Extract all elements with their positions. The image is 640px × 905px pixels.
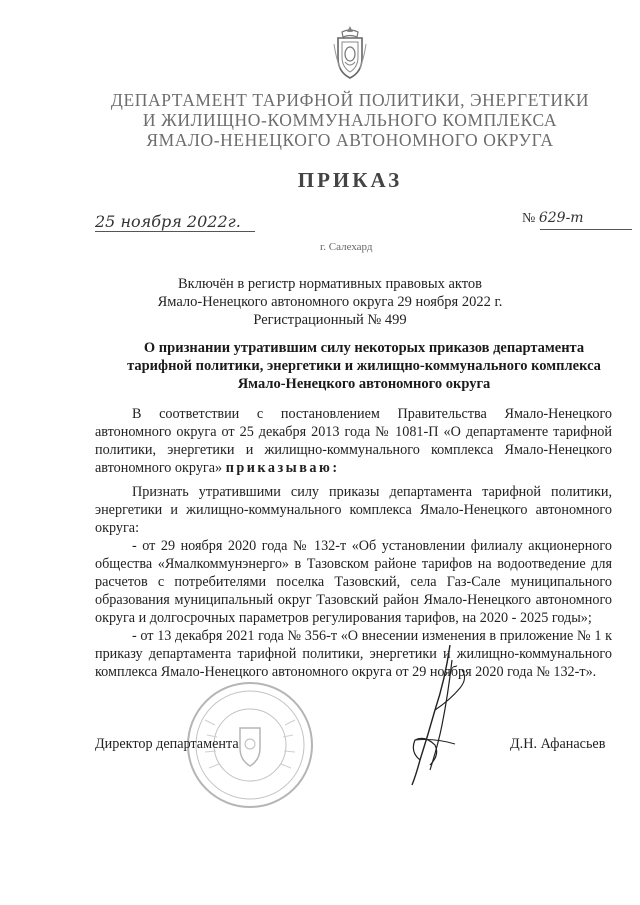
preamble-paragraph <box>95 405 612 477</box>
operative-paragraph: Признать утратившими силу приказы департамента тарифной политики, энергетики и жилищно-коммунального комплекса Ямало-Ненецкого автономного округа: <box>95 484 612 537</box>
signatory-name: Д.Н. Афанасьев <box>510 736 606 752</box>
department-name-line-1: ДЕПАРТАМЕНТ ТАРИФНОЙ ПОЛИТИКИ, ЭНЕРГЕТИКИ <box>110 90 590 110</box>
order-heading-line-2: тарифной политики, энергетики и жилищно-коммунального комплекса <box>127 358 601 374</box>
list-item: - от 29 ноября 2020 года № 132-т «Об установлении филиалу акционерного общества «Ямалкоммунэнерго» в Тазовском районе тарифов на водоотведение для расчетов с потребителями поселка Тазовский, села Газ-Сале муниципального образования муниципальный округ Тазовский район Ямало-Ненецкого автономного округа и долгосрочных параметров регулирования тарифов, на 2020 - 2025 годы»; <box>95 538 612 627</box>
coat-of-arms-emblem <box>330 24 370 82</box>
signatory-position: Директор департамента <box>95 736 239 752</box>
number-label: № <box>522 211 536 226</box>
registration-line-2: Ямало-Ненецкого автономного округа 29 ноября 2022 г. <box>157 294 503 310</box>
city: г. Салехард <box>320 241 373 253</box>
number-value: 629-т <box>538 210 584 226</box>
document-number <box>522 210 584 227</box>
order-keyword: приказываю: <box>225 460 340 477</box>
registration-line-3: Регистрационный № 499 <box>253 312 407 328</box>
date-value: 25 ноября 2022г. <box>95 212 241 231</box>
preamble-text: В соответствии с постановлением Правительства Ямало-Ненецкого автономного округа от 25 декабря 2013 года № 1081-П «О департаменте тарифной политики, энергетики и жилищно-коммунального комплекса Ямало-Ненецкого автономного округа» <box>95 406 612 477</box>
list-item: - от 13 декабря 2021 года № 356-т «О внесении изменения в приложение № 1 к приказу департамента тарифной политики, энергетики и жилищно-коммунального комплекса Ямало-Ненецкого автономного округа от 29 ноября 2020 года № 132-т». <box>95 628 612 681</box>
handwritten-signature <box>390 640 480 790</box>
order-heading-line-3: Ямало-Ненецкого автономного округа <box>237 376 491 392</box>
number-underline <box>540 229 632 230</box>
department-name-line-3: ЯМАЛО-НЕНЕЦКОГО АВТОНОМНОГО ОКРУГА <box>146 130 554 150</box>
date-underline <box>95 231 255 232</box>
order-heading-line-1: О признании утратившим силу некоторых приказов департамента <box>143 340 585 356</box>
registration-line-1: Включён в регистр нормативных правовых актов <box>178 276 482 292</box>
document-date <box>95 212 241 231</box>
department-name-line-2: И ЖИЛИЩНО-КОММУНАЛЬНОГО КОМПЛЕКСА <box>142 110 558 130</box>
document-title: ПРИКАЗ <box>297 168 403 192</box>
